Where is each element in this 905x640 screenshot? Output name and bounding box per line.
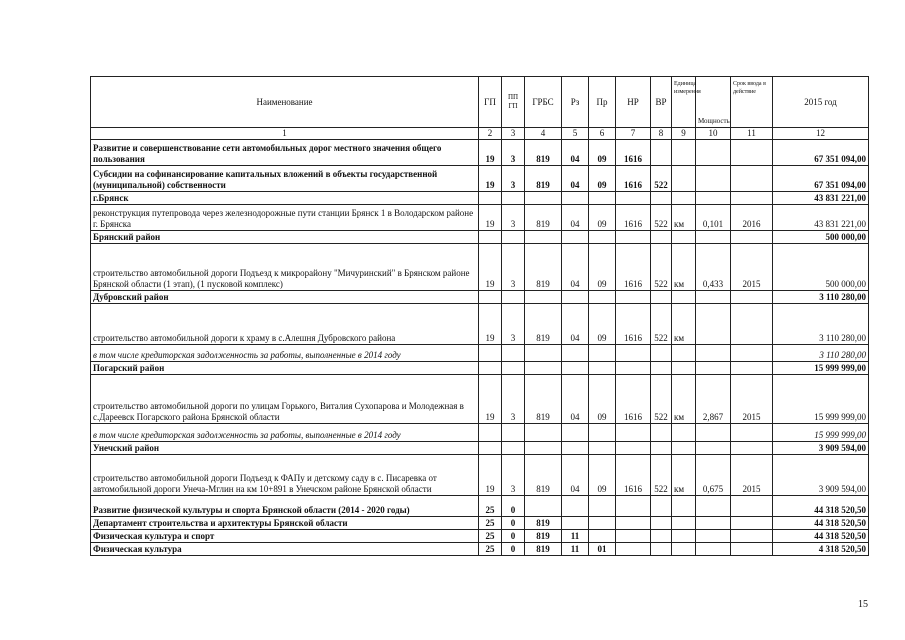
cell-amount: 3 110 280,00: [773, 345, 869, 362]
cell-amount: 3 110 280,00: [773, 304, 869, 345]
cell-nr: [616, 517, 651, 530]
cell-name: Дубровский район: [91, 291, 479, 304]
cell-rz: [562, 345, 589, 362]
cell-rz: 04: [562, 455, 589, 496]
cell-term: [731, 517, 773, 530]
table-row: [91, 543, 869, 556]
table-row: [91, 231, 869, 244]
cell-name: строительство автомобильной дороги к храму в с.Алешня Дубровского района: [91, 304, 479, 345]
cell-pr: [589, 424, 616, 442]
cell-vr: 522: [651, 205, 672, 231]
cell-nr: [616, 345, 651, 362]
cell-power: [696, 345, 731, 362]
cell-pr: [589, 442, 616, 455]
cell-grbs: 819: [525, 205, 562, 231]
cell-grbs: 819: [525, 517, 562, 530]
cell-amount: 15 999 999,00: [773, 424, 869, 442]
cell-term: [731, 304, 773, 345]
cell-nr: [616, 291, 651, 304]
cell-term: [731, 543, 773, 556]
cell-rz: 11: [562, 530, 589, 543]
colnum: 10: [696, 128, 731, 140]
table-row: [91, 455, 869, 496]
cell-nr: [616, 362, 651, 375]
cell-rz: [562, 424, 589, 442]
table-row: [91, 244, 869, 291]
header-gp: ГП: [479, 77, 502, 128]
cell-pr: 09: [589, 244, 616, 291]
cell-grbs: 819: [525, 543, 562, 556]
cell-vr: 522: [651, 375, 672, 424]
cell-name: строительство автомобильной дороги по улицам Горького, Виталия Сухопарова и Молодежная в с.Дареевск Погарского района Брянской области: [91, 375, 479, 424]
table-row: [91, 140, 869, 166]
cell-amount: 3 909 594,00: [773, 442, 869, 455]
table-row: [91, 304, 869, 345]
cell-term: [731, 424, 773, 442]
cell-grbs: 819: [525, 244, 562, 291]
cell-vr: 522: [651, 166, 672, 192]
cell-amount: 3 110 280,00: [773, 291, 869, 304]
cell-grbs: [525, 192, 562, 205]
cell-rz: [562, 192, 589, 205]
cell-power: [696, 424, 731, 442]
cell-nr: [616, 442, 651, 455]
cell-name: Погарский район: [91, 362, 479, 375]
cell-amount: 44 318 520,50: [773, 517, 869, 530]
budget-table: [90, 76, 869, 556]
cell-grbs: 819: [525, 375, 562, 424]
cell-unit: [672, 424, 696, 442]
cell-pr: [589, 496, 616, 517]
cell-power: 0,433: [696, 244, 731, 291]
colnum: 9: [672, 128, 696, 140]
cell-vr: [651, 192, 672, 205]
colnum: 1: [91, 128, 479, 140]
cell-vr: [651, 362, 672, 375]
table-row: [91, 192, 869, 205]
cell-amount: 43 831 221,00: [773, 192, 869, 205]
cell-term: 2015: [731, 375, 773, 424]
cell-name: в том числе кредиторская задолженность за работы, выполненные в 2014 году: [91, 345, 479, 362]
cell-ppgp: 3: [502, 244, 525, 291]
cell-vr: [651, 517, 672, 530]
cell-unit: км: [672, 244, 696, 291]
cell-unit: [672, 496, 696, 517]
cell-unit: [672, 140, 696, 166]
colnum: 4: [525, 128, 562, 140]
cell-grbs: [525, 231, 562, 244]
cell-grbs: 819: [525, 304, 562, 345]
cell-vr: [651, 442, 672, 455]
cell-nr: [616, 530, 651, 543]
cell-ppgp: [502, 362, 525, 375]
cell-term: [731, 140, 773, 166]
cell-unit: [672, 517, 696, 530]
table-body: [91, 140, 869, 556]
colnum: 7: [616, 128, 651, 140]
cell-pr: 09: [589, 205, 616, 231]
cell-term: [731, 231, 773, 244]
cell-pr: 09: [589, 166, 616, 192]
cell-nr: [616, 192, 651, 205]
header-vr: ВР: [651, 77, 672, 128]
cell-pr: 09: [589, 455, 616, 496]
cell-gp: 19: [479, 205, 502, 231]
cell-ppgp: [502, 442, 525, 455]
cell-unit: [672, 543, 696, 556]
header-grbs: ГРБС: [525, 77, 562, 128]
cell-amount: 15 999 999,00: [773, 362, 869, 375]
cell-rz: [562, 231, 589, 244]
header-unit: Единица измерения: [672, 77, 696, 128]
cell-ppgp: [502, 291, 525, 304]
cell-pr: [589, 362, 616, 375]
cell-term: [731, 291, 773, 304]
cell-power: 0,675: [696, 455, 731, 496]
cell-nr: 1616: [616, 375, 651, 424]
cell-power: [696, 362, 731, 375]
cell-term: [731, 530, 773, 543]
cell-gp: [479, 192, 502, 205]
table-row: [91, 345, 869, 362]
cell-nr: [616, 496, 651, 517]
colnum: 11: [731, 128, 773, 140]
cell-term: [731, 442, 773, 455]
cell-power: [696, 291, 731, 304]
table-row: [91, 205, 869, 231]
cell-rz: 04: [562, 166, 589, 192]
cell-nr: 1616: [616, 244, 651, 291]
cell-power: [696, 231, 731, 244]
cell-ppgp: [502, 424, 525, 442]
cell-ppgp: [502, 345, 525, 362]
cell-power: [696, 192, 731, 205]
cell-nr: 1616: [616, 455, 651, 496]
cell-gp: 19: [479, 140, 502, 166]
cell-grbs: [525, 496, 562, 517]
cell-gp: 19: [479, 304, 502, 345]
cell-pr: 01: [589, 543, 616, 556]
colnum: 3: [502, 128, 525, 140]
table-row: [91, 496, 869, 517]
header-nr: НР: [616, 77, 651, 128]
cell-grbs: [525, 345, 562, 362]
cell-term: [731, 192, 773, 205]
cell-gp: [479, 291, 502, 304]
cell-unit: [672, 442, 696, 455]
cell-grbs: [525, 291, 562, 304]
cell-vr: [651, 543, 672, 556]
cell-term: [731, 166, 773, 192]
cell-gp: [479, 442, 502, 455]
cell-vr: [651, 140, 672, 166]
cell-rz: [562, 442, 589, 455]
cell-vr: [651, 424, 672, 442]
cell-name: г.Брянск: [91, 192, 479, 205]
cell-nr: 1616: [616, 140, 651, 166]
cell-rz: 04: [562, 304, 589, 345]
table-row: [91, 517, 869, 530]
cell-gp: [479, 231, 502, 244]
cell-ppgp: 3: [502, 375, 525, 424]
cell-pr: [589, 345, 616, 362]
cell-term: 2016: [731, 205, 773, 231]
colnum: 6: [589, 128, 616, 140]
cell-power: [696, 140, 731, 166]
cell-power: [696, 543, 731, 556]
cell-power: [696, 496, 731, 517]
table-row: [91, 442, 869, 455]
cell-unit: [672, 291, 696, 304]
cell-amount: 500 000,00: [773, 244, 869, 291]
cell-nr: 1616: [616, 166, 651, 192]
cell-power: [696, 530, 731, 543]
cell-pr: 09: [589, 140, 616, 166]
cell-name: Физическая культура и спорт: [91, 530, 479, 543]
cell-power: 2,867: [696, 375, 731, 424]
cell-power: [696, 304, 731, 345]
cell-gp: 19: [479, 166, 502, 192]
cell-unit: [672, 345, 696, 362]
header-name: Наименование: [91, 77, 479, 128]
header-power: Мощность: [696, 77, 731, 128]
cell-gp: 25: [479, 496, 502, 517]
cell-name: строительство автомобильной дороги Подъезд к микрорайону "Мичуринский" в Брянском районе Брянской области (1 этап), (1 пусковой комплекс): [91, 244, 479, 291]
cell-ppgp: [502, 192, 525, 205]
cell-vr: [651, 231, 672, 244]
cell-unit: км: [672, 205, 696, 231]
table-row: [91, 291, 869, 304]
cell-power: [696, 517, 731, 530]
cell-rz: 04: [562, 244, 589, 291]
cell-name: Субсидии на софинансирование капитальных вложений в объекты государственной (муниципальной) собственности: [91, 166, 479, 192]
cell-vr: [651, 291, 672, 304]
cell-rz: 11: [562, 543, 589, 556]
cell-ppgp: 0: [502, 517, 525, 530]
cell-grbs: 819: [525, 166, 562, 192]
cell-nr: 1616: [616, 304, 651, 345]
cell-gp: 25: [479, 530, 502, 543]
cell-ppgp: 0: [502, 496, 525, 517]
colnum: 12: [773, 128, 869, 140]
cell-name: Унечский район: [91, 442, 479, 455]
cell-unit: [672, 192, 696, 205]
cell-name: в том числе кредиторская задолженность за работы, выполненные в 2014 году: [91, 424, 479, 442]
cell-nr: [616, 543, 651, 556]
cell-ppgp: 3: [502, 304, 525, 345]
cell-amount: 43 831 221,00: [773, 205, 869, 231]
cell-unit: [672, 166, 696, 192]
table-row: [91, 166, 869, 192]
cell-gp: [479, 362, 502, 375]
table-row: [91, 530, 869, 543]
cell-nr: 1616: [616, 205, 651, 231]
cell-nr: [616, 424, 651, 442]
cell-grbs: [525, 442, 562, 455]
cell-gp: 25: [479, 517, 502, 530]
colnum: 8: [651, 128, 672, 140]
cell-name: реконструкция путепровода через железнодорожные пути станции Брянск 1 в Володарском районе г. Брянска: [91, 205, 479, 231]
cell-name: Развитие физической культуры и спорта Брянской области (2014 - 2020 годы): [91, 496, 479, 517]
colnum: 5: [562, 128, 589, 140]
cell-ppgp: 3: [502, 455, 525, 496]
cell-pr: [589, 517, 616, 530]
cell-pr: 09: [589, 375, 616, 424]
cell-ppgp: 3: [502, 205, 525, 231]
cell-ppgp: 3: [502, 140, 525, 166]
cell-amount: 67 351 094,00: [773, 166, 869, 192]
cell-amount: 15 999 999,00: [773, 375, 869, 424]
cell-pr: [589, 291, 616, 304]
cell-vr: 522: [651, 455, 672, 496]
cell-pr: [589, 192, 616, 205]
cell-power: 0,101: [696, 205, 731, 231]
cell-grbs: [525, 424, 562, 442]
cell-ppgp: [502, 231, 525, 244]
table-row: [91, 424, 869, 442]
cell-ppgp: 0: [502, 530, 525, 543]
cell-amount: 44 318 520,50: [773, 530, 869, 543]
cell-name: Физическая культура: [91, 543, 479, 556]
table-row: [91, 362, 869, 375]
cell-vr: 522: [651, 244, 672, 291]
cell-unit: [672, 362, 696, 375]
cell-gp: 19: [479, 375, 502, 424]
cell-power: [696, 442, 731, 455]
cell-unit: км: [672, 455, 696, 496]
cell-unit: км: [672, 375, 696, 424]
cell-pr: 09: [589, 304, 616, 345]
cell-vr: [651, 496, 672, 517]
header-row: [91, 77, 869, 128]
cell-name: Брянский район: [91, 231, 479, 244]
header-year: 2015 год: [773, 77, 869, 128]
cell-amount: 4 318 520,50: [773, 543, 869, 556]
cell-gp: [479, 345, 502, 362]
cell-ppgp: 0: [502, 543, 525, 556]
cell-unit: [672, 530, 696, 543]
cell-gp: 19: [479, 244, 502, 291]
cell-term: [731, 362, 773, 375]
cell-amount: 44 318 520,50: [773, 496, 869, 517]
cell-rz: 04: [562, 375, 589, 424]
cell-term: [731, 345, 773, 362]
cell-grbs: 819: [525, 455, 562, 496]
cell-amount: 67 351 094,00: [773, 140, 869, 166]
cell-rz: [562, 362, 589, 375]
cell-rz: 04: [562, 205, 589, 231]
cell-power: [696, 166, 731, 192]
cell-name: Департамент строительства и архитектуры Брянской области: [91, 517, 479, 530]
cell-vr: 522: [651, 304, 672, 345]
cell-gp: 25: [479, 543, 502, 556]
cell-pr: [589, 231, 616, 244]
cell-grbs: [525, 362, 562, 375]
cell-name: Развитие и совершенствование сети автомобильных дорог местного значения общего пользования: [91, 140, 479, 166]
cell-gp: [479, 424, 502, 442]
cell-vr: [651, 530, 672, 543]
cell-rz: [562, 496, 589, 517]
cell-term: 2015: [731, 455, 773, 496]
cell-grbs: 819: [525, 140, 562, 166]
header-ppgp: ПП ГП: [502, 77, 525, 128]
cell-unit: км: [672, 304, 696, 345]
header-rz: Рз: [562, 77, 589, 128]
cell-term: [731, 496, 773, 517]
cell-amount: 500 000,00: [773, 231, 869, 244]
cell-pr: [589, 530, 616, 543]
colnum: 2: [479, 128, 502, 140]
cell-rz: 04: [562, 140, 589, 166]
cell-amount: 3 909 594,00: [773, 455, 869, 496]
cell-grbs: 819: [525, 530, 562, 543]
header-term: Срок ввода в действие: [731, 77, 773, 128]
header-pr: Пр: [589, 77, 616, 128]
cell-name: строительство автомобильной дороги Подъезд к ФАПу и детскому саду в с. Писаревка от автомобильной дороги Унеча-Мглин на км 10+891 в Унечском районе Брянской области: [91, 455, 479, 496]
cell-ppgp: 3: [502, 166, 525, 192]
cell-term: 2015: [731, 244, 773, 291]
cell-rz: [562, 291, 589, 304]
cell-nr: [616, 231, 651, 244]
cell-unit: [672, 231, 696, 244]
cell-gp: 19: [479, 455, 502, 496]
page-number: 15: [858, 599, 868, 610]
cell-vr: [651, 345, 672, 362]
table-row: [91, 375, 869, 424]
cell-rz: [562, 517, 589, 530]
column-number-row: [91, 128, 869, 140]
